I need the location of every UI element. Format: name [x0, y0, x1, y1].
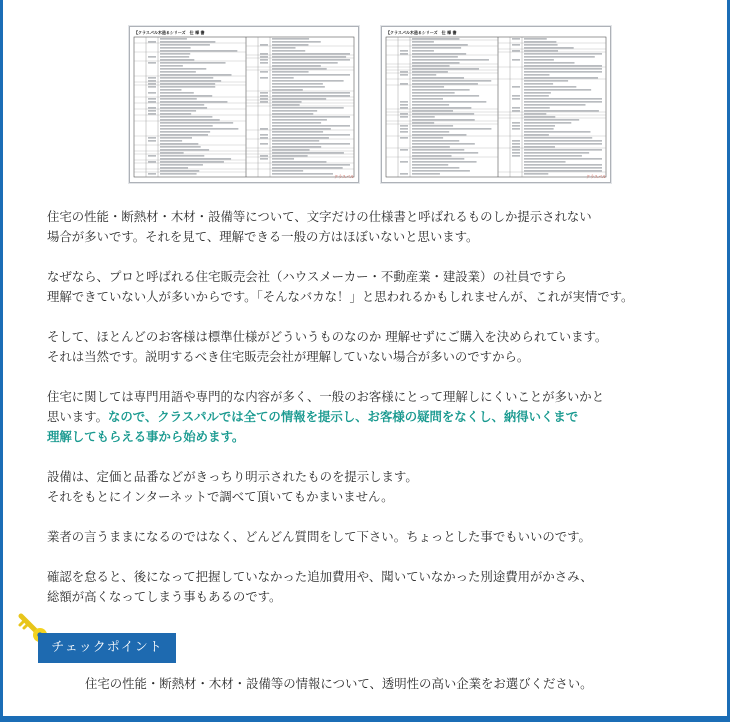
highlight-text: なので、クラスパルでは全ての情報を提示し、お客様の疑問をなくし、納得いくまで — [107, 409, 579, 424]
paragraph: なぜなら、プロと呼ばれる住宅販売会社（ハウスメーカー・不動産業・建設業）の社員ですら 理解できていない人が多いからです。「そんなバカな！」と思われるかもしれませんが、これが実情です。 — [47, 269, 634, 304]
spec-sheet-logo: クラスパル — [586, 174, 606, 179]
spec-sheet-thumbnail-1[interactable] — [129, 26, 359, 183]
spec-sheet-title: 【クラスパル木造るシリーズ 仕 様 書 — [134, 30, 205, 35]
spec-sheet-logo: クラスパル — [334, 174, 354, 179]
paragraph: 業者の言うままになるのではなく、どんどん質問をして下さい。ちょっとした事でもいいのです。 — [47, 529, 591, 544]
paragraph: そして、ほとんどのお客様は標準仕様がどういうものなのか 理解せずにご購入を決められています。 それは当然です。説明するべき住宅販売会社が理解していない場合が多いのですから。 — [47, 329, 608, 364]
spec-sheet-title: 【クラスパル木造るシリーズ 仕 様 書 — [386, 30, 457, 35]
spec-sheet-table-2 — [382, 27, 610, 182]
paragraph: 住宅の性能・断熱材・木材・設備等について、文字だけの仕様書と呼ばれるものしか提示されない 場合が多いです。それを見て、理解できる一般の方はほぼいないと思います。 — [47, 209, 592, 244]
spec-sheet-thumbnail-2[interactable] — [381, 26, 611, 183]
checkpoint-text: 住宅の性能・断熱材・木材・設備等の情報について、透明性の高い企業をお選びください。 — [85, 676, 593, 691]
checkpoint-badge: チェックポイント — [38, 633, 176, 663]
spec-sheet-table-1 — [130, 27, 358, 182]
paragraph: 設備は、定価と品番などがきっちり明示されたものを提示します。 それをもとにインターネットで調べて頂いてもかまいません。 — [47, 469, 418, 504]
highlight-text: 理解してもらえる事から始めます。 — [47, 429, 245, 444]
paragraph-with-highlight: 住宅に関しては専門用語や専門的な内容が多く、一般のお客様にとって理解しにくいことが多いかと 思います。なので、クラスパルでは全ての情報を提示し、お客様の疑問をなくし、納得いくまで 理解してもらえる事から始めます。 — [47, 387, 707, 447]
paragraph: 確認を怠ると、後になって把握していなかった追加費用や、聞いていなかった別途費用がかさみ、 総額が高くなってしまう事もあるのです。 — [47, 569, 593, 604]
body-text — [47, 207, 707, 627]
